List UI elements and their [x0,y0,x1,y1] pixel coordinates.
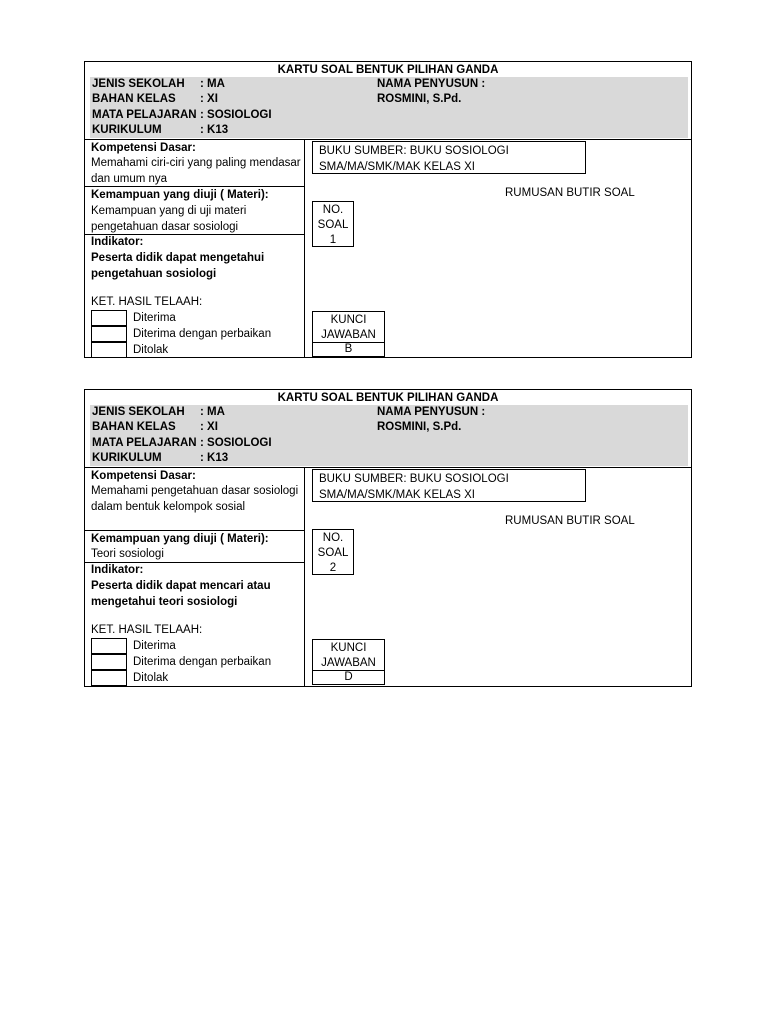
column-divider [304,139,305,358]
card-title: KARTU SOAL BENTUK PILIHAN GANDA [277,64,499,76]
mata-pelajaran-label: MATA PELAJARAN [92,109,197,121]
card-header [90,77,688,138]
indikator-text: Peserta didik dapat mengetahui pengetahuan sosiologi [91,252,265,280]
no-soal-box [312,529,354,575]
question-card-2 [84,389,692,687]
bahan-kelas-label: BAHAN KELAS [92,93,176,105]
checkbox-diterima-perbaikan[interactable] [91,326,127,342]
no-soal-value: 1 [329,234,337,246]
card-header [90,405,688,466]
nama-penyusun-label: NAMA PENYUSUN : [377,78,486,90]
bahan-kelas-value: : XI [200,93,218,105]
no-soal-label: NO. SOAL [317,204,349,231]
checkbox-diterima[interactable] [91,638,127,654]
bahan-kelas-label: BAHAN KELAS [92,421,176,433]
bahan-kelas-value: : XI [200,421,218,433]
no-soal-value: 2 [329,562,337,574]
kemampuan-text: Teori sosiologi [91,548,164,560]
kemampuan-text: Kemampuan yang di uji materi pengetahuan dasar sosiologi [91,205,247,233]
kunci-jawaban-box: KUNCI JAWABAN [312,639,385,671]
kunci-jawaban-box: KUNCI JAWABAN [312,311,385,343]
question-card-1 [84,61,692,358]
kurikulum-value: : K13 [200,124,229,136]
option-diterima-perbaikan-label: Diterima dengan perbaikan [133,656,272,668]
indikator-text: Peserta didik dapat mencari atau mengetahui teori sosiologi [91,580,271,608]
kompetensi-label: Kompetensi Dasar: [91,470,196,482]
kunci-jawaban-value: B [312,342,385,357]
kompetensi-text: Memahami pengetahuan dasar sosiologi dalam bentuk kelompok sosial [91,485,299,513]
buku-sumber-box: BUKU SUMBER: BUKU SOSIOLOGI SMA/MA/SMK/MAK KELAS XI [312,469,586,502]
option-diterima-label: Diterima [133,312,176,324]
kompetensi-text: Memahami ciri-ciri yang paling mendasar dan umum nya [91,157,301,185]
option-diterima-label: Diterima [133,640,176,652]
mata-pelajaran-value: : SOSIOLOGI [200,109,272,121]
jenis-sekolah-value: : MA [200,406,225,418]
nama-penyusun-value: ROSMINI, S.Pd. [377,93,462,105]
jenis-sekolah-label: JENIS SEKOLAH [92,406,185,418]
jenis-sekolah-value: : MA [200,78,225,90]
no-soal-box [312,201,354,247]
buku-sumber-box: BUKU SUMBER: BUKU SOSIOLOGI SMA/MA/SMK/MAK KELAS XI [312,141,586,174]
option-diterima-perbaikan-label: Diterima dengan perbaikan [133,328,272,340]
rumusan-butir-soal-label: RUMUSAN BUTIR SOAL [505,515,635,527]
indikator-label: Indikator: [91,236,144,248]
checkbox-ditolak[interactable] [91,342,127,358]
jenis-sekolah-label: JENIS SEKOLAH [92,78,185,90]
kurikulum-value: : K13 [200,452,229,464]
option-ditolak-label: Ditolak [133,672,169,684]
ket-hasil-telaah-label: KET. HASIL TELAAH: [91,296,203,308]
checkbox-diterima-perbaikan[interactable] [91,654,127,670]
nama-penyusun-label: NAMA PENYUSUN : [377,406,486,418]
no-soal-label: NO. SOAL [317,532,349,559]
indikator-label: Indikator: [91,564,144,576]
rumusan-butir-soal-label: RUMUSAN BUTIR SOAL [505,187,635,199]
kompetensi-label: Kompetensi Dasar: [91,142,196,154]
mata-pelajaran-label: MATA PELAJARAN [92,437,197,449]
kurikulum-label: KURIKULUM [92,124,162,136]
mata-pelajaran-value: : SOSIOLOGI [200,437,272,449]
kunci-jawaban-value: D [312,670,385,685]
ket-hasil-telaah-label: KET. HASIL TELAAH: [91,624,203,636]
checkbox-ditolak[interactable] [91,670,127,686]
checkbox-diterima[interactable] [91,310,127,326]
column-divider [304,467,305,687]
option-ditolak-label: Ditolak [133,344,169,356]
kurikulum-label: KURIKULUM [92,452,162,464]
kemampuan-label: Kemampuan yang diuji ( Materi): [91,533,269,545]
card-title: KARTU SOAL BENTUK PILIHAN GANDA [277,392,499,404]
kemampuan-label: Kemampuan yang diuji ( Materi): [91,189,269,201]
nama-penyusun-value: ROSMINI, S.Pd. [377,421,462,433]
